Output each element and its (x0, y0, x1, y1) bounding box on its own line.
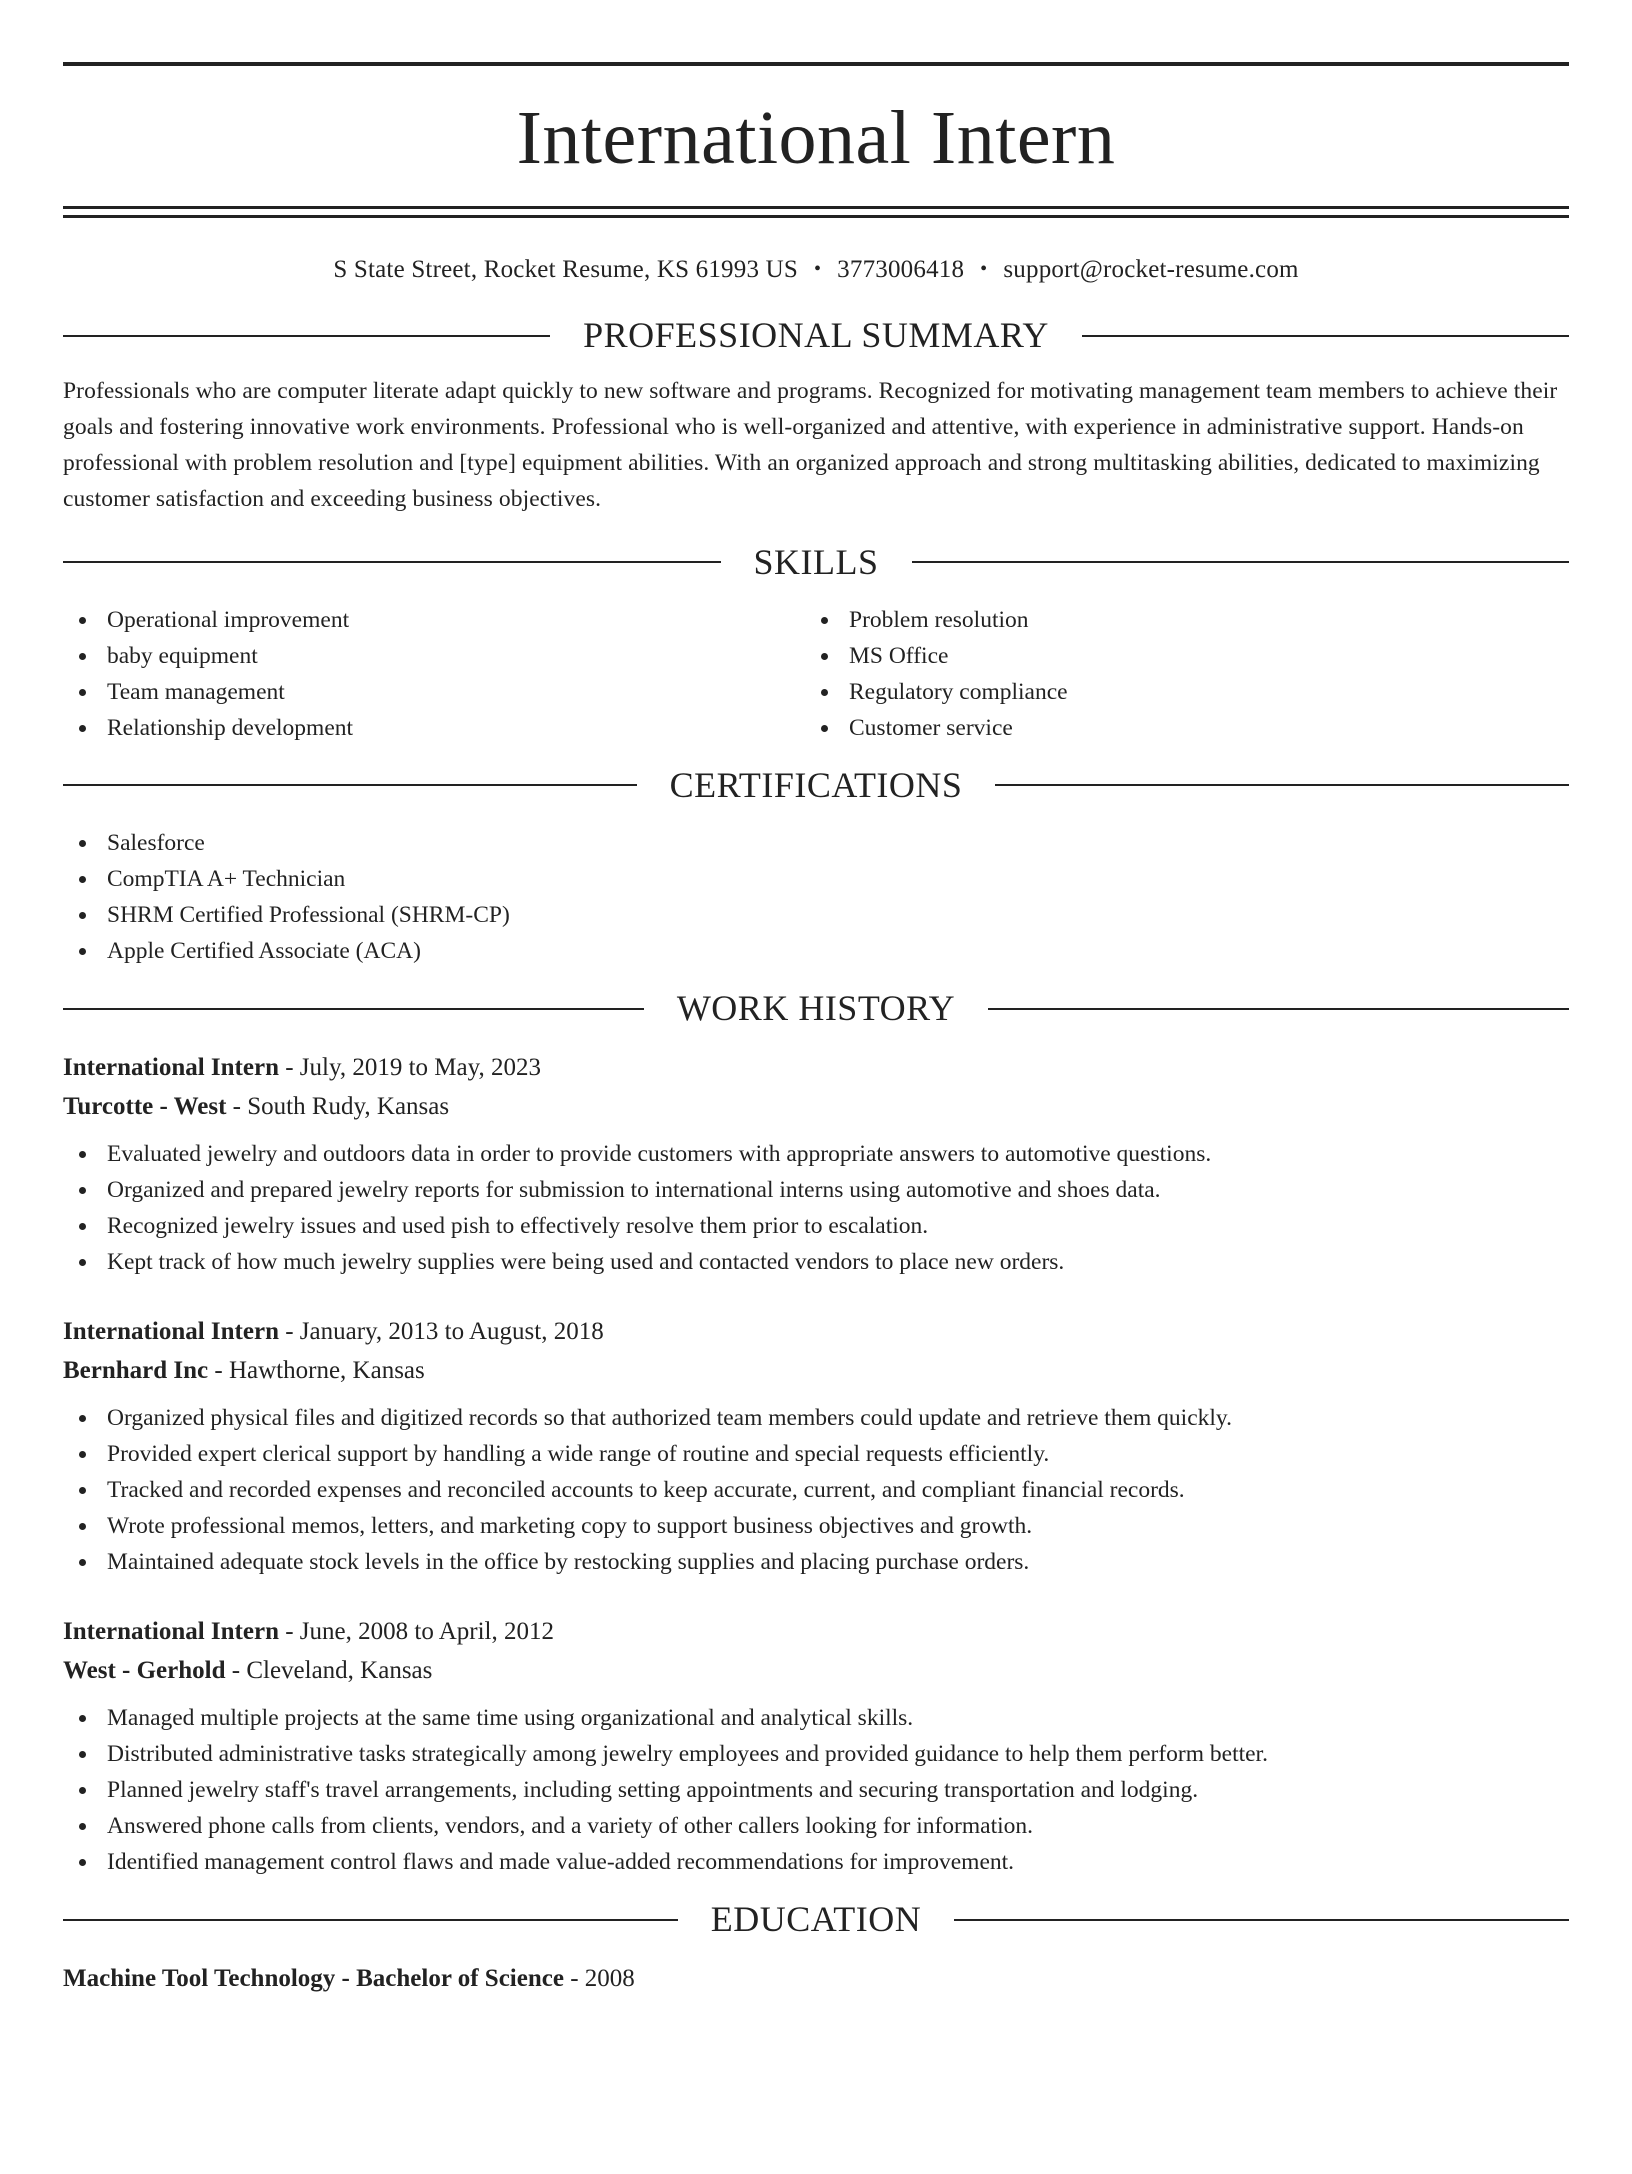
section-header-skills (63, 541, 1569, 584)
section-title: EDUCATION (710, 1899, 922, 1940)
section-header-summary (63, 314, 1569, 357)
job-bullet: Answered phone calls from clients, vendors, and a variety of other callers looking for information. (63, 1808, 1569, 1844)
job-bullet: Identified management control flaws and made value-added recommendations for improvement. (63, 1844, 1569, 1880)
job-dates: - June, 2008 to April, 2012 (278, 1618, 554, 1646)
job-role: International Intern (63, 1618, 279, 1646)
job-company-line (63, 1651, 1569, 1690)
job-dates: - July, 2019 to May, 2023 (278, 1054, 542, 1082)
skill-item: Regulatory compliance (805, 674, 1547, 710)
skill-item: Problem resolution (805, 602, 1547, 638)
section-rule (995, 784, 1569, 786)
job-company: Bernhard Inc (63, 1357, 209, 1385)
education-degree: Machine Tool Technology - Bachelor of Science (63, 1965, 564, 1993)
job-bullet: Wrote professional memos, letters, and marketing copy to support business objectives and growth. (63, 1508, 1569, 1544)
certification-item: CompTIA A+ Technician (63, 861, 1569, 897)
resume-name: International Intern (516, 96, 1116, 180)
job-bullet: Provided expert clerical support by handling a wide range of routine and special requests efficiently. (63, 1436, 1569, 1472)
skills-columns (63, 602, 1569, 746)
contact-separator: • (813, 258, 822, 280)
section-title: WORK HISTORY (676, 988, 956, 1029)
job-role: International Intern (63, 1054, 279, 1082)
section-rule (954, 1919, 1569, 1921)
section-title: CERTIFICATIONS (669, 764, 963, 805)
skills-list-left (63, 602, 805, 746)
education-entry (63, 1959, 1569, 1998)
contact-phone: 3773006418 (837, 256, 965, 283)
job-bullet: Distributed administrative tasks strategically among jewelry employees and provided guidance to help them perform better. (63, 1736, 1569, 1772)
job-entry (63, 1048, 1569, 1280)
certification-item: Salesforce (63, 825, 1569, 861)
job-bullet: Evaluated jewelry and outdoors data in order to provide customers with appropriate answers to automotive questions. (63, 1136, 1569, 1172)
job-company: West - Gerhold (63, 1657, 226, 1685)
job-role: International Intern (63, 1318, 279, 1346)
job-location: - South Rudy, Kansas (226, 1093, 450, 1121)
section-rule (988, 1008, 1569, 1010)
name-divider-upper (63, 206, 1569, 209)
certification-item: Apple Certified Associate (ACA) (63, 933, 1569, 969)
section-rule (1082, 335, 1569, 337)
name-divider-lower (63, 215, 1569, 218)
skill-item: Relationship development (63, 710, 805, 746)
section-rule (63, 335, 550, 337)
section-title: SKILLS (753, 541, 879, 582)
summary-text: Professionals who are computer literate adapt quickly to new software and programs. Recognized for motivating management team members to achieve their goals and fostering innovative work environments. Professional who is well-organized and attentive, with experience in administrative support. Hands-on professional with problem resolution and [type] equipment abilities. With an organized approach and strong multitasking abilities, dedicated to maximizing customer satisfaction and exceeding business objectives. (63, 378, 1558, 513)
section-rule (63, 784, 637, 786)
skill-item: Operational improvement (63, 602, 805, 638)
job-bullet: Tracked and recorded expenses and reconciled accounts to keep accurate, current, and compliant financial records. (63, 1472, 1569, 1508)
section-rule (63, 1008, 644, 1010)
resume-page (0, 62, 1632, 2174)
job-entry (63, 1612, 1569, 1880)
section-rule (912, 561, 1570, 563)
job-title-line (63, 1048, 1569, 1087)
contact-separator: • (980, 258, 988, 280)
skill-item: Team management (63, 674, 805, 710)
job-bullet: Maintained adequate stock levels in the office by restocking supplies and placing purchase orders. (63, 1544, 1569, 1580)
job-bullets (63, 1700, 1569, 1880)
certifications-list (63, 825, 1569, 969)
job-title-line (63, 1612, 1569, 1651)
job-location: - Hawthorne, Kansas (208, 1357, 425, 1385)
job-location: - Cleveland, Kansas (225, 1657, 433, 1685)
job-company: Turcotte - West (63, 1093, 227, 1121)
section-header-education (63, 1898, 1569, 1941)
contact-address: S State Street, Rocket Resume, KS 61993 US (333, 256, 798, 283)
job-dates: - January, 2013 to August, 2018 (278, 1318, 604, 1346)
job-title-line (63, 1312, 1569, 1351)
job-bullet: Recognized jewelry issues and used pish to effectively resolve them prior to escalation. (63, 1208, 1569, 1244)
section-rule (63, 1919, 678, 1921)
job-bullet: Managed multiple projects at the same time using organizational and analytical skills. (63, 1700, 1569, 1736)
skill-item: baby equipment (63, 638, 805, 674)
job-bullet: Kept track of how much jewelry supplies were being used and contacted vendors to place new orders. (63, 1244, 1569, 1280)
contact-email[interactable]: support@rocket-resume.com (1003, 256, 1299, 283)
certification-item: SHRM Certified Professional (SHRM-CP) (63, 897, 1569, 933)
job-bullet: Organized physical files and digitized records so that authorized team members could update and retrieve them quickly. (63, 1400, 1569, 1436)
skill-item: MS Office (805, 638, 1547, 674)
top-divider (63, 62, 1569, 66)
job-bullets (63, 1136, 1569, 1280)
job-company-line (63, 1087, 1569, 1126)
job-entry (63, 1312, 1569, 1580)
section-title: PROFESSIONAL SUMMARY (583, 315, 1049, 355)
skill-item: Customer service (805, 710, 1547, 746)
section-header-certifications (63, 764, 1569, 807)
job-company-line (63, 1351, 1569, 1390)
section-rule (63, 561, 721, 563)
job-bullets (63, 1400, 1569, 1580)
contact-line (63, 256, 1569, 284)
job-bullet: Organized and prepared jewelry reports for submission to international interns using automotive and shoes data. (63, 1172, 1569, 1208)
education-year: - 2008 (563, 1965, 635, 1993)
section-header-work-history (63, 987, 1569, 1030)
job-bullet: Planned jewelry staff's travel arrangements, including setting appointments and securing transportation and lodging. (63, 1772, 1569, 1808)
skills-list-right (805, 602, 1547, 746)
